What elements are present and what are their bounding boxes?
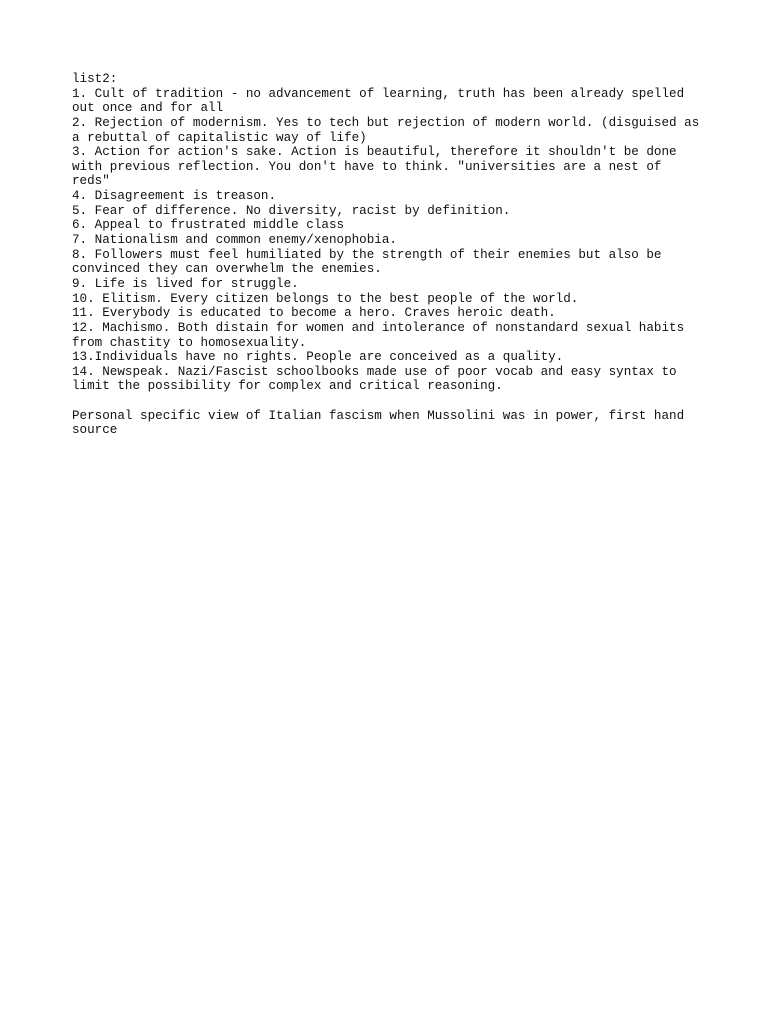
list-item-line: a rebuttal of capitalistic way of life) xyxy=(72,130,367,145)
list-item-11 xyxy=(72,306,702,321)
list-item-line: reds" xyxy=(72,174,110,189)
list-item-8 xyxy=(72,248,702,277)
list-item-line: out once and for all xyxy=(72,101,224,116)
closing-note-line: source xyxy=(72,423,118,438)
list-item-5 xyxy=(72,204,702,219)
list-item-9 xyxy=(72,277,702,292)
list-item-line: limit the possibility for complex and critical reasoning. xyxy=(72,379,503,394)
list-item-3 xyxy=(72,145,702,189)
paragraph-gap xyxy=(72,394,702,409)
list-item-12 xyxy=(72,321,702,350)
list-item-13 xyxy=(72,350,702,365)
list-item-line: 5. Fear of difference. No diversity, racist by definition. xyxy=(72,203,511,218)
list-item-line: 11. Everybody is educated to become a hero. Craves heroic death. xyxy=(72,306,556,321)
list-item-line: 13.Individuals have no rights. People are conceived as a quality. xyxy=(72,350,564,365)
list-item-10 xyxy=(72,292,702,307)
list-item-line: 2. Rejection of modernism. Yes to tech but rejection of modern world. (disguised as xyxy=(72,115,700,130)
list-item-line: 8. Followers must feel humiliated by the strength of their enemies but also be xyxy=(72,247,662,262)
list-item-6 xyxy=(72,218,702,233)
list-item-7 xyxy=(72,233,702,248)
document-page xyxy=(72,72,702,438)
list-item-line: with previous reflection. You don't have to think. "universities are a nest of xyxy=(72,159,662,174)
list-item-2 xyxy=(72,116,702,145)
closing-note-line: Personal specific view of Italian fascism when Mussolini was in power, first hand xyxy=(72,408,685,423)
list-item-line: from chastity to homosexuality. xyxy=(72,335,307,350)
list-item-line: 9. Life is lived for struggle. xyxy=(72,276,299,291)
list-item-line: 4. Disagreement is treason. xyxy=(72,189,277,204)
list-item-line: 3. Action for action's sake. Action is beautiful, therefore it shouldn't be done xyxy=(72,145,677,160)
list-item-line: 10. Elitism. Every citizen belongs to the best people of the world. xyxy=(72,291,579,306)
list-item-line: 14. Newspeak. Nazi/Fascist schoolbooks made use of poor vocab and easy syntax to xyxy=(72,364,677,379)
list-item-line: convinced they can overwhelm the enemies. xyxy=(72,262,382,277)
list xyxy=(72,87,702,394)
list-item-line: 1. Cult of tradition - no advancement of learning, truth has been already spelled xyxy=(72,86,685,101)
list-item-1 xyxy=(72,87,702,116)
list-item-4 xyxy=(72,189,702,204)
closing-note xyxy=(72,409,702,438)
list-heading: list2: xyxy=(72,72,118,86)
list-item-line: 7. Nationalism and common enemy/xenophobia. xyxy=(72,233,397,248)
list-item-line: 6. Appeal to frustrated middle class xyxy=(72,218,345,233)
list-item-14 xyxy=(72,365,702,394)
list-item-line: 12. Machismo. Both distain for women and intolerance of nonstandard sexual habits xyxy=(72,320,685,335)
